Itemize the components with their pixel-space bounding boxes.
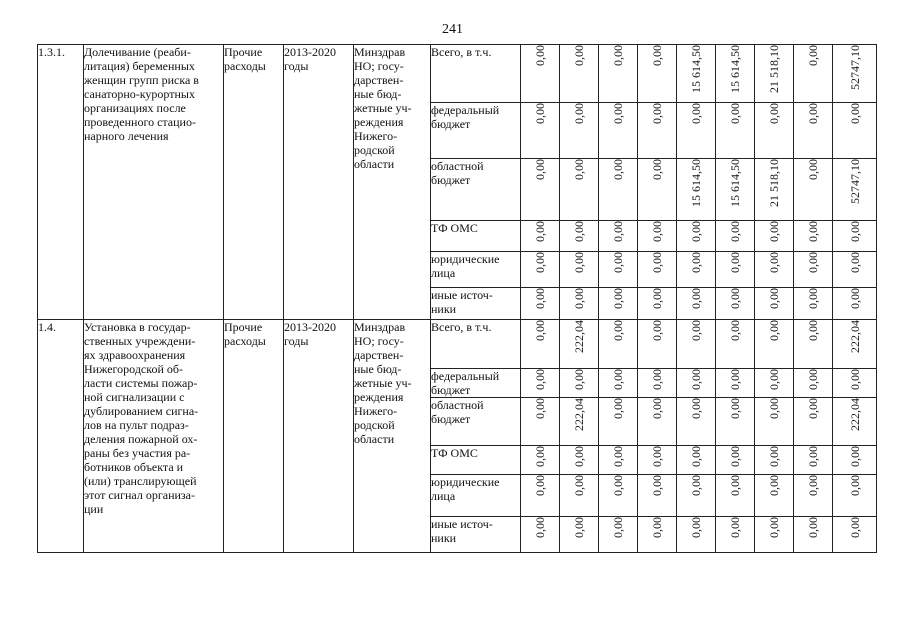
amount-cell xyxy=(677,369,716,398)
amount-cell xyxy=(833,517,877,553)
amount-cell xyxy=(716,475,755,517)
amount-cell xyxy=(521,252,560,288)
amount-value: 0,00 xyxy=(689,288,703,309)
amount-value: 0,00 xyxy=(767,398,781,419)
amount-cell xyxy=(755,252,794,288)
amount-value: 0,00 xyxy=(611,320,625,341)
amount-cell xyxy=(521,320,560,369)
amount-cell xyxy=(560,517,599,553)
executor: Минздрав НО; госу- дарствен- ные бюд- жетные уч- реждения Нижего- родской области xyxy=(354,45,431,320)
amount-cell xyxy=(638,159,677,221)
amount-value: 0,00 xyxy=(847,517,862,538)
amount-cell xyxy=(755,446,794,475)
amount-value: 0,00 xyxy=(611,517,625,538)
amount-value: 0,00 xyxy=(728,475,742,496)
amount-cell xyxy=(755,45,794,103)
amount-value: 0,00 xyxy=(572,475,586,496)
amount-cell xyxy=(521,517,560,553)
section-title: Установка в государ- ственных учреждени- ях здравоохранения Нижегородской об- ласти системы пожар- ной сигнализации с дублированием сигна- лов на пульт подраз- деления пожарной ох- раны без участия ра- ботников объекта и (или) транслирующей этот сигнал организа- ции xyxy=(84,320,224,553)
amount-cell xyxy=(638,320,677,369)
amount-cell xyxy=(638,446,677,475)
section-code: 1.3.1. xyxy=(38,45,84,320)
amount-value: 0,00 xyxy=(806,252,820,273)
amount-cell xyxy=(794,221,833,252)
amount-cell xyxy=(794,103,833,159)
amount-value: 0,00 xyxy=(806,320,820,341)
amount-value: 0,00 xyxy=(806,398,820,419)
amount-value: 0,00 xyxy=(767,221,781,242)
amount-value: 0,00 xyxy=(572,288,586,309)
amount-cell xyxy=(638,517,677,553)
amount-value: 0,00 xyxy=(611,159,625,180)
amount-cell xyxy=(599,398,638,446)
amount-cell xyxy=(833,398,877,446)
amount-value: 0,00 xyxy=(533,288,547,309)
amount-value: 0,00 xyxy=(728,288,742,309)
amount-cell xyxy=(599,320,638,369)
amount-value: 15 614,50 xyxy=(689,45,703,93)
amount-cell xyxy=(794,475,833,517)
amount-value: 0,00 xyxy=(728,446,742,467)
amount-cell xyxy=(521,288,560,320)
amount-value: 0,00 xyxy=(611,45,625,66)
amount-cell xyxy=(521,398,560,446)
amount-cell xyxy=(521,475,560,517)
amount-value: 222,04 xyxy=(847,320,862,353)
page-number: 241 xyxy=(442,22,463,37)
amount-value: 0,00 xyxy=(533,517,547,538)
funding-source: юридические лица xyxy=(431,252,521,288)
amount-cell xyxy=(716,159,755,221)
amount-value: 0,00 xyxy=(611,252,625,273)
amount-value: 15 614,50 xyxy=(689,159,703,207)
amount-value: 0,00 xyxy=(806,103,820,124)
amount-value: 0,00 xyxy=(650,252,664,273)
executor: Минздрав НО; госу- дарствен- ные бюд- жетные уч- реждения Нижего- родской области xyxy=(354,320,431,553)
amount-value: 0,00 xyxy=(689,369,703,390)
amount-cell xyxy=(716,221,755,252)
amount-value: 0,00 xyxy=(689,320,703,341)
amount-value: 0,00 xyxy=(767,475,781,496)
amount-cell xyxy=(755,221,794,252)
amount-cell xyxy=(638,369,677,398)
amount-cell xyxy=(560,159,599,221)
amount-value: 0,00 xyxy=(533,475,547,496)
amount-value: 0,00 xyxy=(806,45,820,66)
amount-value: 0,00 xyxy=(650,446,664,467)
amount-value: 0,00 xyxy=(572,103,586,124)
amount-value: 0,00 xyxy=(650,288,664,309)
amount-cell xyxy=(521,221,560,252)
amount-cell xyxy=(794,159,833,221)
amount-value: 0,00 xyxy=(572,252,586,273)
amount-value: 0,00 xyxy=(650,320,664,341)
amount-cell xyxy=(833,221,877,252)
amount-value: 0,00 xyxy=(650,45,664,66)
amount-value: 0,00 xyxy=(767,320,781,341)
amount-value: 0,00 xyxy=(650,369,664,390)
amount-cell xyxy=(599,475,638,517)
amount-value: 0,00 xyxy=(847,252,862,273)
amount-value: 0,00 xyxy=(611,221,625,242)
funding-source: ТФ ОМС xyxy=(431,446,521,475)
amount-cell xyxy=(833,288,877,320)
amount-value: 0,00 xyxy=(533,398,547,419)
amount-cell xyxy=(716,288,755,320)
amount-value: 0,00 xyxy=(611,288,625,309)
amount-value: 15 614,50 xyxy=(728,159,742,207)
amount-cell xyxy=(794,398,833,446)
funding-source: Всего, в т.ч. xyxy=(431,45,521,103)
funding-source: иные источ- ники xyxy=(431,288,521,320)
amount-cell xyxy=(599,288,638,320)
amount-value: 0,00 xyxy=(650,517,664,538)
amount-cell xyxy=(794,288,833,320)
amount-value: 0,00 xyxy=(533,221,547,242)
amount-cell xyxy=(677,320,716,369)
amount-cell xyxy=(677,446,716,475)
amount-cell xyxy=(638,45,677,103)
amount-value: 0,00 xyxy=(533,369,547,390)
amount-cell xyxy=(716,446,755,475)
amount-value: 0,00 xyxy=(572,517,586,538)
amount-value: 0,00 xyxy=(806,475,820,496)
amount-cell xyxy=(560,475,599,517)
amount-cell xyxy=(716,103,755,159)
amount-cell xyxy=(599,159,638,221)
amount-value: 0,00 xyxy=(847,288,862,309)
amount-cell xyxy=(677,159,716,221)
amount-cell xyxy=(755,475,794,517)
amount-value: 0,00 xyxy=(650,159,664,180)
amount-value: 0,00 xyxy=(650,398,664,419)
amount-cell xyxy=(560,446,599,475)
amount-cell xyxy=(716,252,755,288)
amount-cell xyxy=(677,288,716,320)
implementation-period: 2013-2020 годы xyxy=(284,45,354,320)
amount-value: 0,00 xyxy=(650,221,664,242)
funding-source: областной бюджет xyxy=(431,398,521,446)
amount-cell xyxy=(794,517,833,553)
amount-cell xyxy=(755,103,794,159)
amount-value: 0,00 xyxy=(767,446,781,467)
amount-value: 0,00 xyxy=(728,103,742,124)
amount-cell xyxy=(794,45,833,103)
amount-cell xyxy=(638,288,677,320)
amount-cell xyxy=(638,103,677,159)
amount-cell xyxy=(716,320,755,369)
amount-cell xyxy=(716,398,755,446)
amount-value: 0,00 xyxy=(806,369,820,390)
amount-cell xyxy=(677,517,716,553)
amount-cell xyxy=(599,446,638,475)
amount-value: 0,00 xyxy=(611,398,625,419)
amount-value: 0,00 xyxy=(689,252,703,273)
amount-value: 0,00 xyxy=(728,320,742,341)
amount-value: 0,00 xyxy=(689,475,703,496)
amount-cell xyxy=(755,288,794,320)
amount-value: 222,04 xyxy=(847,398,862,431)
amount-cell xyxy=(755,517,794,553)
amount-cell xyxy=(560,45,599,103)
amount-cell xyxy=(833,103,877,159)
amount-cell xyxy=(560,103,599,159)
amount-cell xyxy=(599,103,638,159)
amount-value: 222,04 xyxy=(572,320,586,353)
amount-cell xyxy=(677,103,716,159)
amount-cell xyxy=(794,252,833,288)
amount-cell xyxy=(833,475,877,517)
amount-value: 0,00 xyxy=(728,517,742,538)
amount-value: 0,00 xyxy=(728,369,742,390)
amount-value: 21 518,10 xyxy=(767,45,781,93)
amount-cell xyxy=(521,159,560,221)
amount-cell xyxy=(677,221,716,252)
amount-cell xyxy=(560,398,599,446)
amount-cell xyxy=(638,221,677,252)
amount-cell xyxy=(560,369,599,398)
amount-value: 0,00 xyxy=(767,369,781,390)
amount-value: 0,00 xyxy=(611,103,625,124)
amount-cell xyxy=(677,398,716,446)
amount-value: 0,00 xyxy=(847,369,862,390)
amount-value: 0,00 xyxy=(611,475,625,496)
amount-cell xyxy=(716,517,755,553)
amount-value: 0,00 xyxy=(689,398,703,419)
amount-value: 0,00 xyxy=(767,288,781,309)
amount-value: 0,00 xyxy=(572,369,586,390)
expense-type: Прочие расходы xyxy=(224,320,284,553)
amount-cell xyxy=(560,320,599,369)
funding-source: областной бюджет xyxy=(431,159,521,221)
amount-value: 0,00 xyxy=(533,320,547,341)
funding-source: федеральный бюджет xyxy=(431,369,521,398)
amount-value: 0,00 xyxy=(572,45,586,66)
amount-cell xyxy=(599,517,638,553)
funding-source: юридические лица xyxy=(431,475,521,517)
funding-source: Всего, в т.ч. xyxy=(431,320,521,369)
amount-cell xyxy=(521,103,560,159)
amount-value: 0,00 xyxy=(689,221,703,242)
amount-value: 0,00 xyxy=(806,159,820,180)
amount-value: 0,00 xyxy=(533,103,547,124)
amount-value: 0,00 xyxy=(572,446,586,467)
amount-cell xyxy=(833,45,877,103)
amount-value: 0,00 xyxy=(650,103,664,124)
funding-source: иные источ- ники xyxy=(431,517,521,553)
amount-cell xyxy=(716,45,755,103)
amount-cell xyxy=(599,369,638,398)
section-title: Долечивание (реаби- литация) беременных женщин групп риска в санаторно-курортных организациях после проведенного стацио- нарного лечения xyxy=(84,45,224,320)
amount-cell xyxy=(638,252,677,288)
amount-cell xyxy=(755,320,794,369)
amount-value: 0,00 xyxy=(806,446,820,467)
amount-value: 0,00 xyxy=(767,517,781,538)
amount-cell xyxy=(755,159,794,221)
amount-cell xyxy=(677,252,716,288)
amount-value: 0,00 xyxy=(806,517,820,538)
amount-cell xyxy=(833,159,877,221)
amount-cell xyxy=(833,320,877,369)
amount-value: 15 614,50 xyxy=(728,45,742,93)
amount-cell xyxy=(599,45,638,103)
amount-value: 0,00 xyxy=(611,446,625,467)
amount-cell xyxy=(794,446,833,475)
funding-source: ТФ ОМС xyxy=(431,221,521,252)
amount-cell xyxy=(716,369,755,398)
amount-value: 0,00 xyxy=(847,103,862,124)
amount-cell xyxy=(521,369,560,398)
amount-cell xyxy=(794,320,833,369)
expense-type: Прочие расходы xyxy=(224,45,284,320)
amount-cell xyxy=(599,252,638,288)
amount-value: 0,00 xyxy=(728,252,742,273)
funding-source: федеральный бюджет xyxy=(431,103,521,159)
amount-value: 0,00 xyxy=(847,221,862,242)
amount-cell xyxy=(638,475,677,517)
section-code: 1.4. xyxy=(38,320,84,553)
amount-cell xyxy=(833,369,877,398)
amount-cell xyxy=(521,45,560,103)
amount-value: 0,00 xyxy=(767,103,781,124)
amount-value: 222,04 xyxy=(572,398,586,431)
budget-table xyxy=(37,44,877,553)
amount-value: 0,00 xyxy=(689,446,703,467)
amount-cell xyxy=(560,252,599,288)
implementation-period: 2013-2020 годы xyxy=(284,320,354,553)
amount-value: 0,00 xyxy=(572,159,586,180)
amount-cell xyxy=(677,475,716,517)
amount-cell xyxy=(755,398,794,446)
amount-value: 52747,10 xyxy=(847,45,862,90)
amount-value: 0,00 xyxy=(689,103,703,124)
amount-cell xyxy=(599,221,638,252)
amount-value: 0,00 xyxy=(806,288,820,309)
amount-cell xyxy=(677,45,716,103)
amount-value: 0,00 xyxy=(650,475,664,496)
amount-value: 0,00 xyxy=(728,221,742,242)
amount-value: 0,00 xyxy=(533,252,547,273)
table-row xyxy=(38,320,877,369)
amount-cell xyxy=(755,369,794,398)
amount-value: 0,00 xyxy=(611,369,625,390)
amount-value: 0,00 xyxy=(533,446,547,467)
amount-value: 52747,10 xyxy=(847,159,862,204)
amount-value: 0,00 xyxy=(767,252,781,273)
amount-value: 0,00 xyxy=(806,221,820,242)
amount-value: 0,00 xyxy=(572,221,586,242)
amount-cell xyxy=(638,398,677,446)
amount-value: 0,00 xyxy=(728,398,742,419)
table-row xyxy=(38,45,877,103)
amount-value: 0,00 xyxy=(533,45,547,66)
amount-cell xyxy=(833,252,877,288)
amount-cell xyxy=(560,221,599,252)
amount-value: 21 518,10 xyxy=(767,159,781,207)
amount-value: 0,00 xyxy=(847,475,862,496)
amount-value: 0,00 xyxy=(689,517,703,538)
amount-cell xyxy=(521,446,560,475)
amount-value: 0,00 xyxy=(533,159,547,180)
amount-cell xyxy=(560,288,599,320)
amount-value: 0,00 xyxy=(847,446,862,467)
amount-cell xyxy=(833,446,877,475)
amount-cell xyxy=(794,369,833,398)
